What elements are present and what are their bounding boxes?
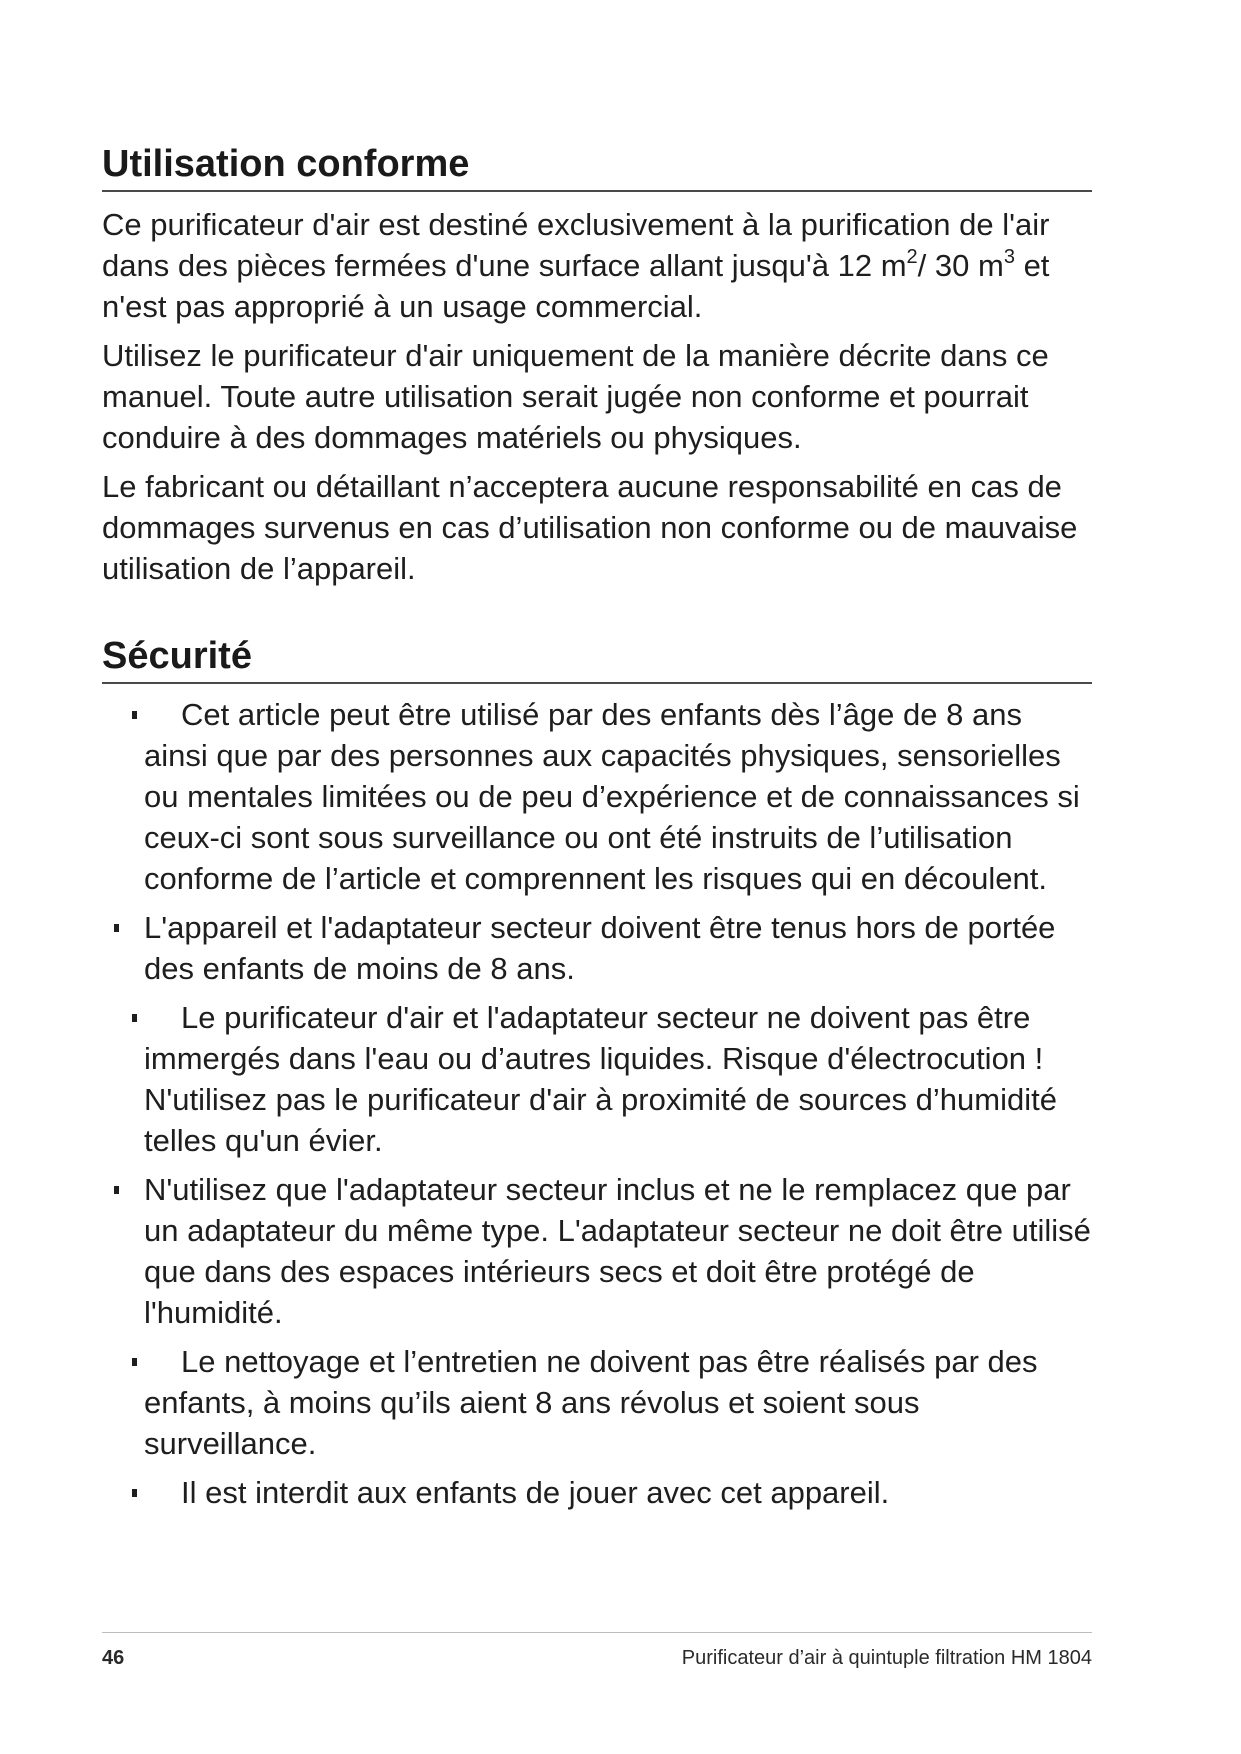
usage-paragraph-3: Le fabricant ou détaillant n’acceptera aucune responsabilité en cas de dommages survenus en cas d’utilisation non conforme ou de mauvaise utilisation de l’appareil. [102,469,1078,586]
safety-item-text: Le nettoyage et l’entretien ne doivent pas être réalisés par des enfants, à moins qu’ils aient 8 ans révolus et soient sous surveillance. [144,1344,1038,1461]
safety-item [102,907,1092,989]
usage-p1-text-c: et n'est pas approprié à un usage commercial. [102,248,1050,324]
usage-p1-sup-area: 2 [906,245,918,268]
bullet-square-icon [132,1489,137,1497]
safety-item-text: N'utilisez que l'adaptateur secteur inclus et ne le remplacez que par un adaptateur du même type. L'adaptateur secteur ne doit être utilisé que dans des espaces intérieurs secs et doit être protégé de l'humidité. [144,1172,1091,1330]
safety-item [102,694,1092,899]
usage-p1-text-a: Ce purificateur d'air est destiné exclusivement à la purification de l'air dans des pièces fermées d'une surface allant jusqu'à 12 m [102,207,1050,283]
usage-section [102,140,1092,589]
usage-paragraph-2: Utilisez le purificateur d'air uniquement de la manière décrite dans ce manuel. Toute autre utilisation serait jugée non conforme et pourrait conduire à des dommages matériels ou physiques. [102,338,1049,455]
safety-item-text: Le purificateur d'air et l'adaptateur secteur ne doivent pas être immergés dans l'eau ou d’autres liquides. Risque d'électrocution ! N'utilisez pas le purificateur d'air à proximité de sources d’humidité telles qu'un évier. [144,1000,1057,1158]
safety-item-text: Il est interdit aux enfants de jouer avec cet appareil. [181,1475,890,1510]
safety-item-text: Cet article peut être utilisé par des enfants dès l’âge de 8 ans ainsi que par des personnes aux capacités physiques, sensorielles ou mentales limitées ou de peu d’expérience et de connaissances si ceux-ci sont sous surveillance ou ont été instruits de l’utilisation conforme de l’article et comprennent les risques qui en découlent. [144,697,1080,896]
usage-p1-text-b: / 30 m [917,248,1004,283]
page-footer [102,1632,1092,1669]
usage-heading: Utilisation conforme [102,140,1092,192]
page-number: 46 [102,1647,125,1669]
safety-section [102,632,1092,1521]
safety-item-text: L'appareil et l'adaptateur secteur doivent être tenus hors de portée des enfants de moins de 8 ans. [144,910,1056,986]
bullet-square-icon [114,924,119,932]
usage-paragraph-1 [102,204,1092,327]
safety-item [102,997,1092,1161]
bullet-square-icon [114,1186,119,1194]
safety-item [102,1472,1092,1513]
usage-body [102,204,1092,589]
usage-p1-sup-volume: 3 [1003,245,1015,268]
safety-heading: Sécurité [102,632,1092,684]
safety-item [102,1169,1092,1333]
safety-item [102,1341,1092,1464]
bullet-square-icon [132,711,137,719]
bullet-square-icon [132,1014,137,1022]
document-title: Purificateur d’air à quintuple filtration HM 1804 [681,1647,1092,1669]
bullet-square-icon [132,1358,137,1366]
safety-list [102,694,1092,1513]
